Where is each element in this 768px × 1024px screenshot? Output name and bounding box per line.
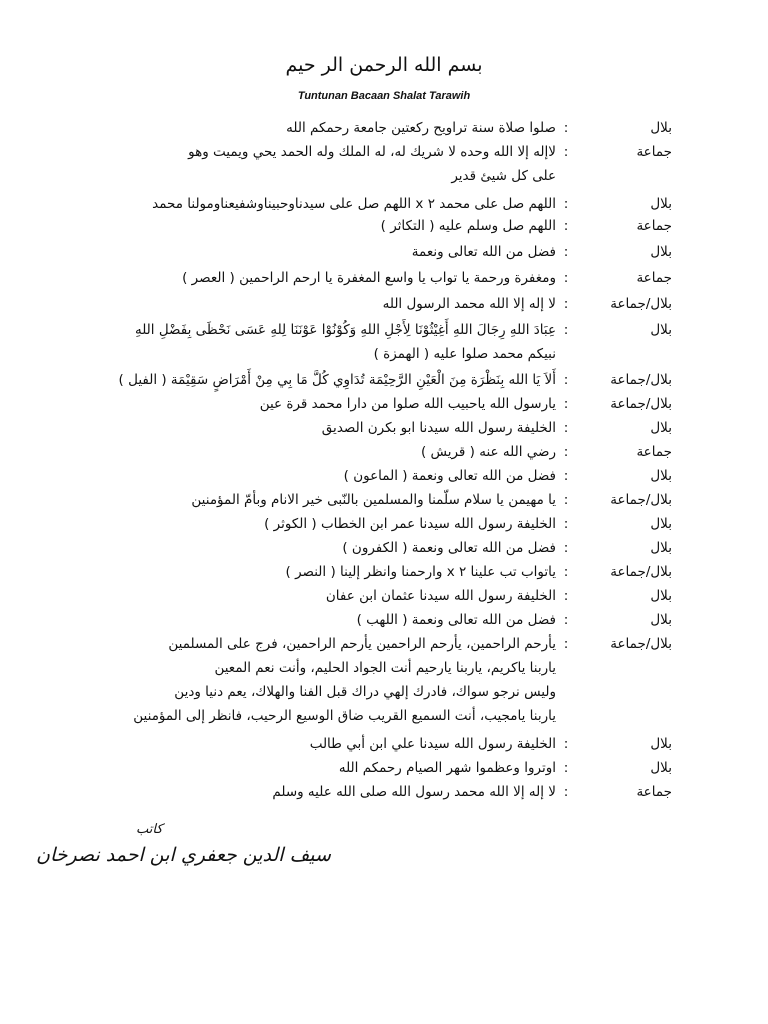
- recitation-row: [0, 440, 768, 464]
- separator-colon: :: [563, 636, 569, 652]
- recitation-line: على كل شيئ قدير: [451, 168, 556, 184]
- recitation-row: [0, 560, 768, 584]
- recitation-line: رضي الله عنه ( قريش ): [420, 444, 556, 460]
- recitation-line: فضل من الله تعالى ونعمة ( اللهب ): [356, 612, 556, 628]
- recitation-line: يارسول الله ياحبيب الله صلوا من دارا محمد قرة عين: [259, 396, 556, 412]
- recitation-text: [36, 780, 556, 804]
- recitation-line: نبيكم محمد صلوا عليه ( الهمزة ): [373, 346, 556, 362]
- separator-colon: :: [563, 420, 569, 436]
- recitation-line: اللهم صل وسلم عليه ( التكاثر ): [380, 218, 556, 234]
- recitation-line: يأرحم الراحمين، يأرحم الراحمين يأرحم الراحمين، فرج على المسلمين: [168, 636, 556, 652]
- speaker-label: بلال: [650, 120, 672, 136]
- recitation-text: [36, 584, 556, 608]
- recitation-line: الخليفة رسول الله سيدنا علي ابن أبي طالب: [309, 736, 556, 752]
- speaker-label: بلال/جماعة: [610, 564, 672, 580]
- separator-colon: :: [563, 196, 569, 212]
- recitation-row: [0, 464, 768, 488]
- recitation-line: عِبَادَ اللهِ رِجَالَ اللهِ أَغِيْثُوْنَا لِأَجْلِ اللهِ وَكُوْنُوْا عَوْنَنَا لِلهِ عَسَى نَحْظَى بِفَضْلِ اللهِ: [134, 322, 556, 338]
- separator-colon: :: [563, 244, 569, 260]
- separator-colon: :: [563, 492, 569, 508]
- recitation-line: الخليفة رسول الله سيدنا عمر ابن الخطاب ( الكوثر ): [264, 516, 556, 532]
- recitation-text: [36, 440, 556, 464]
- recitation-text: [36, 392, 556, 416]
- recitation-line: لا إله إلا الله محمد الرسول الله: [382, 296, 556, 312]
- separator-colon: :: [563, 444, 569, 460]
- separator-colon: :: [563, 218, 569, 234]
- recitation-line: أَلاَ يَا الله بِنَظْرَة مِنَ الْعَيْنِ الرَّحِيْمَة تُدَاوِي كُلَّ مَا بِي مِنْ أَمْرَاضٍ سَقِيْمَة ( الفيل ): [118, 372, 556, 388]
- recitation-text: [36, 608, 556, 632]
- recitation-text: [36, 318, 556, 366]
- recitation-row: [0, 266, 768, 290]
- recitation-line: فضل من الله تعالى ونعمة ( الماعون ): [343, 468, 556, 484]
- speaker-label: بلال/جماعة: [610, 492, 672, 508]
- recitation-line: اوتروا وعظموا شهر الصيام رحمكم الله: [338, 760, 556, 776]
- recitation-text: [36, 756, 556, 780]
- recitation-line: اللهم صل على محمد ٢ x اللهم صل على سيدناوحبيناوشفيعناومولنا محمد: [152, 196, 556, 212]
- separator-colon: :: [563, 736, 569, 752]
- recitation-text: [36, 368, 556, 392]
- separator-colon: :: [563, 296, 569, 312]
- speaker-label: بلال: [650, 612, 672, 628]
- separator-colon: :: [563, 516, 569, 532]
- recitation-row: [0, 536, 768, 560]
- speaker-label: بلال: [650, 322, 672, 338]
- recitation-line: ياربنا يامجيب، أنت السميع القريب ضاق الوسيع الرحيب، فانظر إلى المؤمنين: [133, 708, 556, 724]
- recitation-row: [0, 116, 768, 140]
- separator-colon: :: [563, 564, 569, 580]
- speaker-label: بلال: [650, 468, 672, 484]
- recitation-row: [0, 318, 768, 366]
- recitation-line: الخليفة رسول الله سيدنا ابو بكرن الصديق: [321, 420, 556, 436]
- recitation-line: الخليفة رسول الله سيدنا عثمان ابن عفان: [325, 588, 556, 604]
- recitation-row: [0, 416, 768, 440]
- recitation-line: لا إله إلا الله محمد رسول الله صلى الله عليه وسلم: [272, 784, 556, 800]
- separator-colon: :: [563, 270, 569, 286]
- recitation-text: [36, 240, 556, 264]
- recitation-row: [0, 584, 768, 608]
- separator-colon: :: [563, 468, 569, 484]
- signature-label: كاتب: [136, 822, 163, 837]
- speaker-label: جماعة: [636, 444, 672, 460]
- recitation-row: [0, 512, 768, 536]
- recitation-row: [0, 488, 768, 512]
- recitation-text: [36, 632, 556, 728]
- recitation-row: [0, 756, 768, 780]
- separator-colon: :: [563, 784, 569, 800]
- recitation-line: صلوا صلاة سنة تراويح ركعتين جامعة رحمكم الله: [286, 120, 556, 136]
- recitation-row: [0, 192, 768, 216]
- speaker-label: بلال: [650, 588, 672, 604]
- separator-colon: :: [563, 396, 569, 412]
- speaker-label: بلال: [650, 244, 672, 260]
- speaker-label: بلال: [650, 196, 672, 212]
- separator-colon: :: [563, 322, 569, 338]
- recitation-line: ومغفرة ورحمة يا تواب يا واسع المغفرة يا ارحم الراحمين ( العصر ): [182, 270, 556, 286]
- speaker-label: بلال: [650, 540, 672, 556]
- recitation-text: [36, 488, 556, 512]
- document-subtitle: Tuntunan Bacaan Shalat Tarawih: [297, 90, 471, 102]
- recitation-text: [36, 140, 556, 188]
- speaker-label: جماعة: [636, 144, 672, 160]
- recitation-line: فضل من الله تعالى ونعمة ( الكفرون ): [342, 540, 556, 556]
- recitation-text: [36, 266, 556, 290]
- speaker-label: بلال: [650, 736, 672, 752]
- recitation-row: [0, 608, 768, 632]
- recitation-line: فضل من الله تعالى ونعمة: [411, 244, 556, 260]
- speaker-label: بلال/جماعة: [610, 636, 672, 652]
- speaker-label: جماعة: [636, 218, 672, 234]
- recitation-line: يا مهيمن يا سلام سلّمنا والمسلمين بالنّبى خير الانام وبأمّ المؤمنين: [191, 492, 556, 508]
- speaker-label: بلال/جماعة: [610, 372, 672, 388]
- recitation-text: [36, 116, 556, 140]
- separator-colon: :: [563, 540, 569, 556]
- speaker-label: جماعة: [636, 784, 672, 800]
- separator-colon: :: [563, 144, 569, 160]
- recitation-row: [0, 240, 768, 264]
- speaker-label: بلال: [650, 516, 672, 532]
- recitation-line: وليس نرجو سواك، فادرك إلهي دراك قبل الفنا والهلاك، يعم دنيا ودين: [174, 684, 556, 700]
- separator-colon: :: [563, 588, 569, 604]
- recitation-text: [36, 214, 556, 238]
- recitation-line: ياتواب تب علينا ٢ x وارحمنا وانظر إلينا ( النصر ): [285, 564, 556, 580]
- separator-colon: :: [563, 372, 569, 388]
- separator-colon: :: [563, 120, 569, 136]
- recitation-text: [36, 292, 556, 316]
- recitation-row: [0, 140, 768, 188]
- recitation-text: [36, 416, 556, 440]
- recitation-row: [0, 214, 768, 238]
- recitation-text: [36, 192, 556, 216]
- speaker-label: بلال/جماعة: [610, 396, 672, 412]
- speaker-label: بلال: [650, 760, 672, 776]
- signature-name: سيف الدين جعفري ابن احمد نصرخان: [36, 844, 331, 866]
- recitation-row: [0, 780, 768, 804]
- recitation-row: [0, 392, 768, 416]
- recitation-row: [0, 368, 768, 392]
- recitation-text: [36, 536, 556, 560]
- recitation-row: [0, 292, 768, 316]
- speaker-label: بلال/جماعة: [610, 296, 672, 312]
- recitation-row: [0, 732, 768, 756]
- recitation-text: [36, 560, 556, 584]
- recitation-text: [36, 512, 556, 536]
- separator-colon: :: [563, 760, 569, 776]
- speaker-label: بلال: [650, 420, 672, 436]
- recitation-text: [36, 732, 556, 756]
- separator-colon: :: [563, 612, 569, 628]
- recitation-line: ياربنا ياكريم، ياربنا يارحيم أنت الجواد الحليم، وأنت نعم المعين: [214, 660, 556, 676]
- recitation-line: لاإله إلا الله وحده لا شريك له، له الملك وله الحمد يحي ويميت وهو: [188, 144, 556, 160]
- speaker-label: جماعة: [636, 270, 672, 286]
- recitation-row: [0, 632, 768, 728]
- recitation-text: [36, 464, 556, 488]
- basmala-heading: بسم الله الرحمن الر حيم: [285, 54, 483, 76]
